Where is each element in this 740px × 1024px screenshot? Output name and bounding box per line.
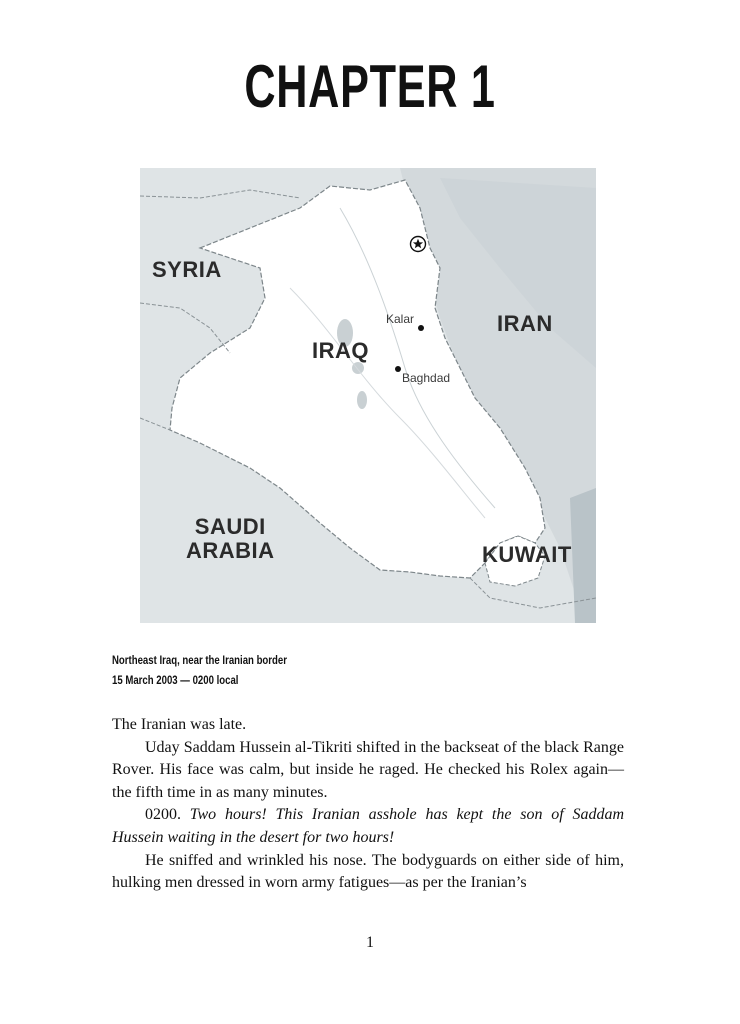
baghdad-dot <box>395 366 401 372</box>
map <box>140 168 596 623</box>
paragraph-1: The Iranian was late. <box>112 716 247 733</box>
star-in-circle-icon <box>411 237 426 252</box>
paragraph-4: He sniffed and wrinkled his nose. The bodyguards on either side of him, hulking men dressed in worn army fatigues—as per the Iranian’s <box>112 851 624 892</box>
paragraph-3-italic: Two hours! This Iranian asshole has kept the son of Saddam Hussein waiting in the desert for two hours! <box>112 806 625 846</box>
chapter-title: CHAPTER 1 <box>244 53 496 120</box>
dateline-time: 15 March 2003 — 0200 local <box>112 673 239 687</box>
dateline <box>112 650 287 690</box>
chapter-body <box>112 714 624 895</box>
saudi-arabia-label <box>186 515 275 563</box>
syria-label: SYRIA <box>152 257 222 282</box>
paragraph-2: Uday Saddam Hussein al-Tikriti shifted in the backseat of the black Range Rover. His face was calm, but inside he raged. He checked his Rolex again—the fifth time in as many minutes. <box>112 738 624 801</box>
iran-label: IRAN <box>497 311 553 336</box>
paragraph-3-lead: 0200. <box>145 806 190 824</box>
baghdad-label: Baghdad <box>402 371 451 385</box>
kalar-label: Kalar <box>386 312 415 326</box>
saudi-label-line2: ARABIA <box>186 538 275 564</box>
iraq-label: IRAQ <box>312 338 369 363</box>
page-number: 1 <box>366 934 374 951</box>
paragraph-3 <box>112 804 624 849</box>
kalar-dot <box>418 325 424 331</box>
kuwait-label: KUWAIT <box>482 542 572 567</box>
dateline-location: Northeast Iraq, near the Iranian border <box>112 653 287 667</box>
saudi-label-line1: SAUDI <box>194 514 266 539</box>
